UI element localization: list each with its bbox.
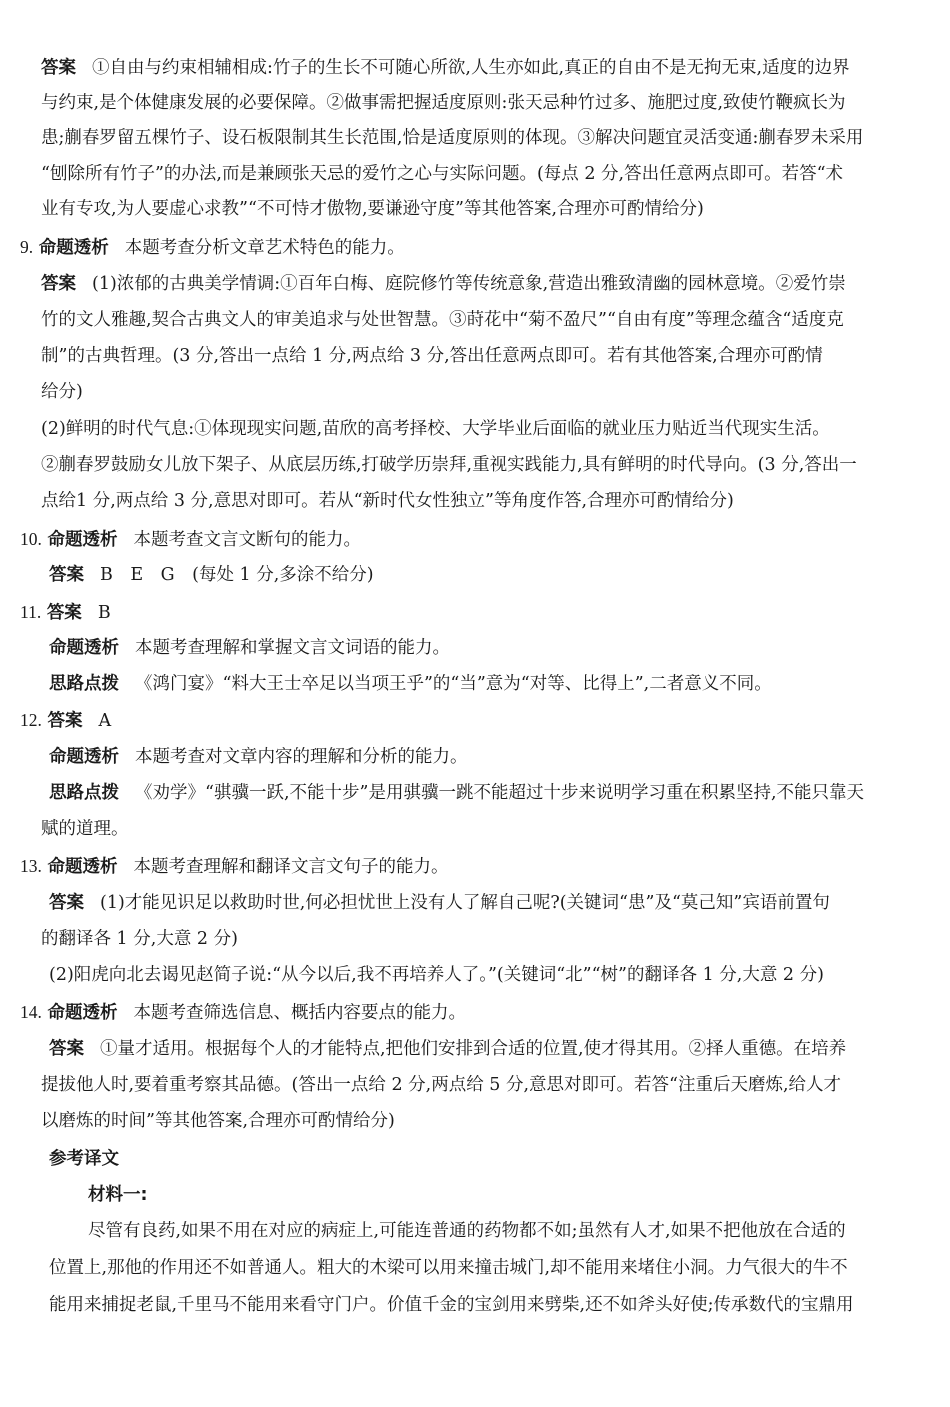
q12-answer: 12. 答案 A [20, 710, 112, 731]
analysis-label: 命题透析 [38, 238, 109, 258]
q9-answer-line: 制”的古典哲理。(3 分,答出一点给 1 分,两点给 3 分,答出任意两点即可。若有其他答案,合理亦可酌情 [41, 346, 823, 366]
q13-answer-line: 的翻译各 1 分,大意 2 分) [41, 929, 238, 949]
translation-line: 位置上,那他的作用还不如普通人。粗大的木梁可以用来撞击城门,却不能用来堵住小洞。力气很大的牛不 [49, 1258, 848, 1278]
answer-label: 答案 [46, 603, 82, 623]
question-number: 10. [20, 529, 42, 549]
q10-analysis: 10. 命题透析 本题考查文言文断句的能力。 [20, 529, 361, 550]
q10-answer: 答案 B E G (每处 1 分,多涂不给分) [49, 565, 374, 585]
q13-answer-line: (2)阳虎向北去谒见赵简子说:“从今以后,我不再培养人了。”(关键词“北”“树”的翻译各 1 分,大意 2 分) [49, 965, 824, 985]
q14-answer-line: 以磨炼的时间”等其他答案,合理亦可酌情给分) [41, 1111, 395, 1131]
translation-line: 能用来捕捉老鼠,千里马不能用来看守门户。价值千金的宝剑用来劈柴,还不如斧头好使;传承数代的宝鼎用 [49, 1295, 854, 1315]
q9-answer-line: ②蒯春罗鼓励女儿放下架子、从底层历练,打破学历崇拜,重视实践能力,具有鲜明的时代导向。(3 分,答出一 [41, 455, 857, 475]
q9-answer-line: (2)鲜明的时代气息:①体现现实问题,苗欣的高考择校、大学毕业后面临的就业压力贴近当代现实生活。 [41, 419, 830, 439]
q11-hint: 思路点拨 《鸿门宴》“料大王士卒足以当项王乎”的“当”意为“对等、比得上”,二者意义不同。 [49, 674, 772, 694]
cutoff-text-fragments [49, 1332, 929, 1350]
q9-answer-line: 给分) [41, 382, 83, 402]
answer-label: 答案 [41, 58, 76, 78]
hint-label: 思路点拨 [49, 783, 119, 803]
translation-line: 尽管有良药,如果不用在对应的病症上,可能连普通的药物都不如;虽然有人才,如果不把他放在合适的 [88, 1221, 846, 1241]
material-heading: 材料一: [88, 1185, 148, 1205]
q12-hint: 思路点拨 《劝学》“骐骥一跃,不能十步”是用骐骥一跳不能超过十步来说明学习重在积累坚持,不能只靠天 [49, 783, 865, 803]
prev-answer-line: 患;蒯春罗留五棵竹子、设石板限制其生长范围,恰是适度原则的体现。③解决问题宜灵活变通:蒯春罗未采用 [41, 128, 864, 148]
prev-answer-line: 业有专攻,为人要虚心求教”“不可恃才傲物,要谦逊守度”等其他答案,合理亦可酌情给分) [41, 199, 704, 219]
question-number: 11. [20, 602, 42, 622]
q14-answer-line: 提拔他人时,要着重考察其品德。(答出一点给 2 分,两点给 5 分,意思对即可。若答“注重后天磨炼,给人才 [41, 1075, 842, 1095]
question-number: 14. [20, 1002, 42, 1022]
translation-heading: 参考译文 [49, 1149, 119, 1169]
answer-label: 答案 [49, 565, 84, 585]
prev-answer-line: 答案 ①自由与约束相辅相成:竹子的生长不可随心所欲,人生亦如此,真正的自由不是无拘无束,适度的边界 [41, 58, 850, 78]
q11-analysis: 命题透析 本题考查理解和掌握文言文词语的能力。 [49, 638, 450, 658]
q9-answer-line: 答案 (1)浓郁的古典美学情调:①百年白梅、庭院修竹等传统意象,营造出雅致清幽的园林意境。②爱竹崇 [41, 274, 846, 294]
q11-answer: 11. 答案 B [20, 602, 111, 623]
answer-label: 答案 [49, 1039, 84, 1059]
q9-answer-line: 点给1 分,两点给 3 分,意思对即可。若从“新时代女性独立”等角度作答,合理亦可酌情给分) [41, 491, 734, 511]
analysis-label: 命题透析 [47, 530, 118, 550]
cutoff-line [49, 1332, 929, 1350]
q13-answer-line: 答案 (1)才能见识足以救助时世,何必担忧世上没有人了解自己呢?(关键词“患”及“莫己知”宾语前置句 [49, 893, 830, 913]
question-number: 9. [20, 237, 34, 257]
question-number: 12. [20, 710, 42, 730]
analysis-label: 命题透析 [47, 857, 118, 877]
q12-hint-line: 赋的道理。 [41, 819, 129, 839]
hint-label: 思路点拨 [49, 674, 119, 694]
answer-label: 答案 [41, 274, 76, 294]
question-number: 13. [20, 856, 42, 876]
prev-answer-line: 与约束,是个体健康发展的必要保障。②做事需把握适度原则:张天忌种竹过多、施肥过度,致使竹鞭疯长为 [41, 93, 846, 113]
answer-label: 答案 [47, 711, 83, 731]
q9-answer-line: 竹的文人雅趣,契合古典文人的审美追求与处世智慧。③莳花中“菊不盈尺”“自由有度”等理念蕴含“适度克 [41, 310, 844, 330]
q14-answer-line: 答案 ①量才适用。根据每个人的才能特点,把他们安排到合适的位置,使才得其用。②择人重德。在培养 [49, 1039, 847, 1059]
analysis-label: 命题透析 [49, 638, 119, 658]
prev-answer-line: “刨除所有竹子”的办法,而是兼顾张天忌的爱竹之心与实际问题。(每点 2 分,答出任意两点即可。若答“术 [41, 164, 844, 184]
q9-analysis: 9. 命题透析 本题考查分析文章艺术特色的能力。 [20, 237, 405, 258]
q13-analysis: 13. 命题透析 本题考查理解和翻译文言文句子的能力。 [20, 856, 449, 877]
analysis-label: 命题透析 [47, 1003, 118, 1023]
analysis-label: 命题透析 [49, 747, 119, 767]
q14-analysis: 14. 命题透析 本题考查筛选信息、概括内容要点的能力。 [20, 1002, 466, 1023]
q12-analysis: 命题透析 本题考查对文章内容的理解和分析的能力。 [49, 747, 468, 767]
answer-label: 答案 [49, 893, 84, 913]
